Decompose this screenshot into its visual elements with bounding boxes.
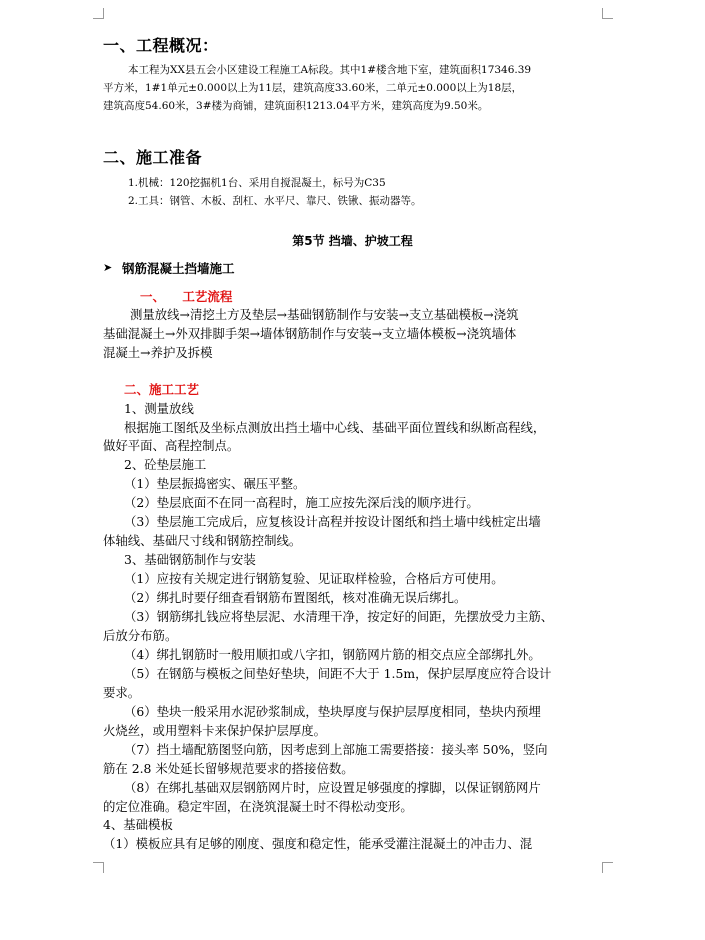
crop-mark-bottom-right <box>602 862 613 873</box>
section2-heading: 二、施工准备 <box>103 148 203 167</box>
craft-line: 的定位准确。稳定牢固，在浇筑混凝土时不得松动变形。 <box>103 799 413 814</box>
section1-heading: 一、工程概况： <box>103 36 219 55</box>
craft-line: （4）绑扎钢筋时一般用顺扣或八字扣，钢筋网片筋的相交点应全部绑扎外。 <box>124 647 541 662</box>
craft-line: 火烧丝，或用塑料卡来保护保护层厚度。 <box>103 723 327 738</box>
craft-line: 2、砼垫层施工 <box>124 457 207 472</box>
paragraph-line: 建筑高度54.60米，3#楼为商铺，建筑面积1213.04平方米，建筑高度为9.50米。 <box>103 100 489 112</box>
craft-line: 根据施工图纸及坐标点测放出挡土墙中心线、基础平面位置线和纵断高程线， <box>124 420 546 435</box>
list-item: 2.工具：钢管、木板、刮杠、水平尺、靠尺、铁锹、振动器等。 <box>128 195 422 207</box>
arrow-bullet-icon: ➤ <box>103 261 113 274</box>
process-line: 测量放线→清挖土方及垫层→基础钢筋制作与安装→支立基础模板→浇筑 <box>130 307 519 322</box>
craft-line: 筋在 2.8 米处延长留够规范要求的搭接倍数。 <box>103 761 354 776</box>
crop-mark-top-right <box>602 8 613 19</box>
process-line: 基础混凝土→外双排脚手架→墙体钢筋制作与安装→支立墙体模板→浇筑墙体 <box>103 326 517 341</box>
list-item: 1.机械：120挖掘机1台、采用自搅混凝土，标号为C35 <box>128 177 386 189</box>
craft-line: 4、基础模板 <box>103 817 173 832</box>
craft-line: （5）在钢筋与模板之间垫好垫块，间距不大于 1.5m，保护层厚度应符合设计 <box>124 666 552 681</box>
craft-line: 3、基础钢筋制作与安装 <box>124 552 256 567</box>
craft-line: （2）垫层底面不在同一高程时，施工应按先深后浅的顺序进行。 <box>124 495 479 510</box>
craft-line: 做好平面、高程控制点。 <box>103 438 240 453</box>
paragraph-line: 平方米，1#1单元±0.000以上为11层，建筑高度33.60米，二单元±0.000以上为18层， <box>103 82 523 94</box>
subsection-title: 钢筋混凝土挡墙施工 <box>122 261 235 276</box>
craft-line: （1）应按有关规定进行钢筋复验、见证取样检验，合格后方可使用。 <box>124 571 504 586</box>
craft-line: （3）垫层施工完成后，应复核设计高程并按设计图纸和挡土墙中线桩定出墙 <box>124 514 541 529</box>
craft-line: （1）模板应具有足够的刚度、强度和稳定性，能承受灌注混凝土的冲击力、混 <box>103 836 533 851</box>
crop-mark-bottom-left <box>93 862 104 873</box>
craft-line: （2）绑扎时要仔细查看钢筋布置图纸，核对准确无误后绑扎。 <box>124 590 467 605</box>
section5-title: 第5节 挡墙、护坡工程 <box>292 234 413 248</box>
craft-line: 1、测量放线 <box>124 401 194 416</box>
craft-line: （7）挡土墙配筋图竖向筋，因考虑到上部施工需要搭接：接头率 50%，竖向 <box>124 742 548 757</box>
process-line: 混凝土→养护及拆模 <box>103 345 213 360</box>
paragraph-line: 本工程为XX县五会小区建设工程施工A标段。其中1#楼含地下室，建筑面积17346.39 <box>128 64 532 76</box>
craft-line: （8）在绑扎基础双层钢筋网片时，应设置足够强度的撑脚，以保证钢筋网片 <box>124 780 541 795</box>
craft-line: 要求。 <box>103 685 141 700</box>
craft-line: （3）钢筋绑扎钱应将垫层泥、水清理干净，按定好的间距，先摆放受力主筋、 <box>124 609 554 624</box>
craft-line: 后放分布筋。 <box>103 628 178 643</box>
crop-mark-top-left <box>93 8 104 19</box>
craft-line: （6）垫块一般采用水泥砂浆制成，垫块厚度与保护层厚度相同，垫块内预埋 <box>124 704 541 719</box>
craft-line: 体轴线、基础尺寸线和钢筋控制线。 <box>103 533 302 548</box>
craft-heading: 二、施工工艺 <box>124 382 200 397</box>
process-heading: 一、 工艺流程 <box>140 289 233 304</box>
craft-line: （1）垫层振捣密实、碾压平整。 <box>124 476 306 491</box>
